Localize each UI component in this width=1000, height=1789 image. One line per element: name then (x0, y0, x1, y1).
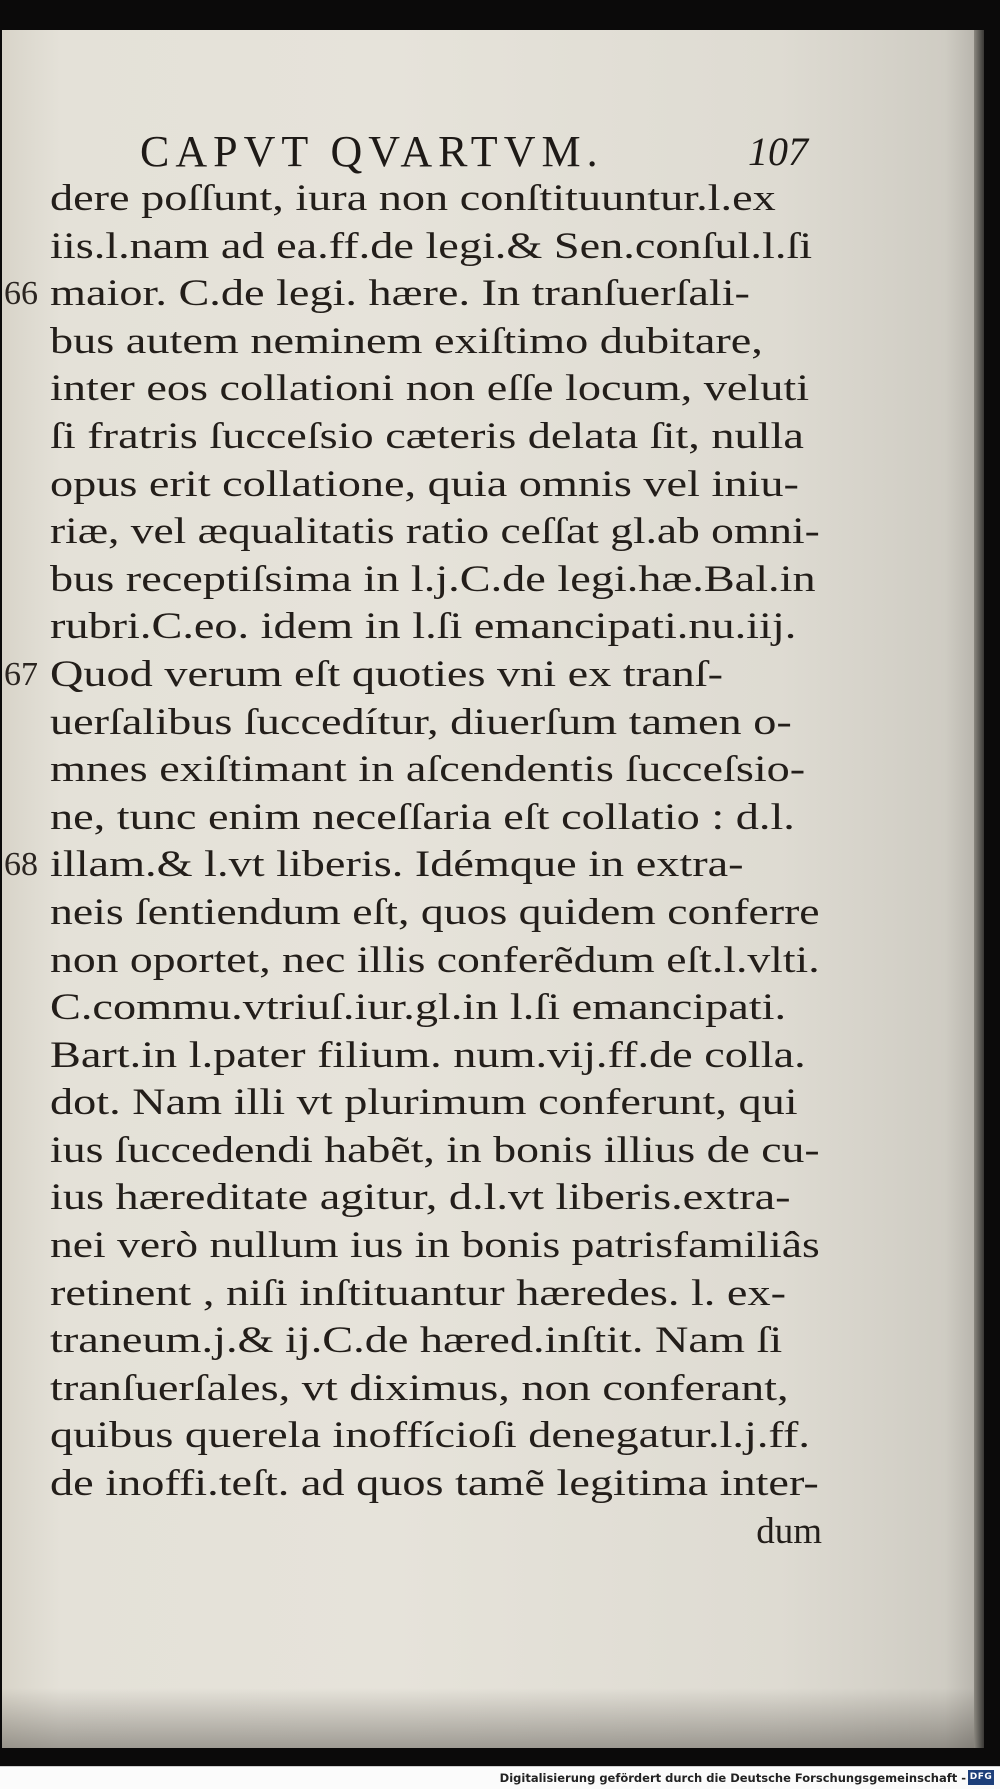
text-line (32, 699, 822, 747)
line-text: quibus querela inoffícioſi denegatur.l.j.ff. (50, 1415, 810, 1457)
line-text: dere poſſunt, iura non conſtituuntur.l.ex (50, 178, 776, 219)
line-text: bus autem neminem exiſtimo dubitare, (50, 320, 763, 362)
text-line (4, 270, 822, 318)
line-text: non oportet, nec illis conferẽdum eſt.l.vlti. (50, 939, 820, 981)
text-line (32, 365, 822, 413)
page-fore-edge (974, 30, 984, 1748)
page-number: 107 (748, 129, 808, 174)
line-text: riæ, vel æqualitatis ratio ceſſat gl.ab omni- (50, 511, 820, 553)
text-line (4, 651, 822, 699)
line-text: ius ſuccedendi habẽt, in bonis illius de cu- (50, 1129, 820, 1171)
text-line (32, 603, 822, 651)
text-line (32, 1079, 822, 1127)
line-text: ius hæreditate agitur, d.l.vt liberis.extra- (50, 1177, 791, 1219)
line-text: ne, tunc enim neceſſaria eſt collatio : d.l. (50, 796, 795, 838)
text-line (32, 1412, 822, 1460)
text-line (32, 1460, 822, 1508)
text-line (32, 1222, 822, 1270)
line-text: rubri.C.eo. idem in l.ſi emancipati.nu.iij. (50, 606, 797, 648)
line-text: tranſuerſales, vt diximus, non conferant, (50, 1367, 789, 1409)
text-line (32, 746, 822, 794)
text-line (32, 1270, 822, 1318)
text-line (32, 984, 822, 1032)
line-text: dot. Nam illi vt plurimum conferunt, qui (50, 1082, 798, 1124)
line-text: Bart.in l.pater filium. num.vij.ff.de colla. (50, 1034, 806, 1076)
margin-number: 68 (4, 846, 38, 884)
line-text: ſi fratris ſucceſsio cæteris delata ſit, nulla (50, 415, 804, 457)
text-line (32, 318, 822, 366)
line-text: bus receptiſsima in l.j.C.de legi.hæ.Bal.in (50, 558, 816, 600)
text-line (32, 937, 822, 985)
margin-number: 67 (4, 655, 38, 693)
text-line (32, 461, 822, 509)
text-line (32, 413, 822, 461)
catchword-line (32, 1508, 822, 1556)
line-text: illam.& l.vt liberis. Idémque in extra- (50, 844, 744, 886)
margin-number: 66 (4, 275, 38, 313)
running-title: CAPVT QVARTVM. (140, 127, 604, 176)
text-line (32, 1365, 822, 1413)
line-text: de inoffi.teſt. ad quos tamẽ legitima inter- (50, 1463, 819, 1505)
dfg-logo: DFG (968, 1770, 994, 1785)
line-text: inter eos collationi non eſſe locum, veluti (50, 368, 810, 410)
text-line (32, 508, 822, 556)
line-text: retinent , niſi inſtituantur hæredes. l. ex- (50, 1272, 786, 1314)
digitization-footer (0, 1766, 1000, 1789)
line-text: opus erit collatione, quia omnis vel iniu- (50, 463, 799, 505)
text-line (32, 1174, 822, 1222)
text-line (32, 1127, 822, 1175)
text-line (32, 1032, 822, 1080)
line-text: nei verò nullum ius in bonis patrisfamiliâs (50, 1225, 820, 1267)
line-text: mnes exiſtimant in aſcendentis ſucceſsio- (50, 749, 806, 791)
line-text: Quod verum eſt quoties vni ex tranſ- (50, 653, 724, 695)
line-text: uerſalibus ſuccedítur, diuerſum tamen o- (50, 701, 792, 743)
text-line (32, 889, 822, 937)
line-text: maior. C.de legi. hære. In tranſuerſali- (50, 273, 750, 315)
page-header (2, 96, 974, 176)
catchword: dum (756, 1510, 822, 1552)
line-text: C.commu.vtriuſ.iur.gl.in l.ſi emancipati. (50, 987, 787, 1029)
text-line (32, 175, 822, 223)
line-text: traneum.j.& ij.C.de hæred.inſtit. Nam ſi (50, 1320, 783, 1362)
line-text: neis ſentiendum eſt, quos quidem conferre (50, 891, 820, 933)
body-text (4, 175, 822, 1555)
text-line (32, 794, 822, 842)
book-page (2, 30, 974, 1748)
text-line (32, 1317, 822, 1365)
text-line (32, 556, 822, 604)
text-line (32, 223, 822, 271)
funding-credit: Digitalisierung gefördert durch die Deutsche Forschungsgemeinschaft - (499, 1771, 966, 1785)
text-line (4, 841, 822, 889)
line-text: iis.l.nam ad ea.ff.de legi.& Sen.conſul.l.ſi (50, 225, 813, 267)
